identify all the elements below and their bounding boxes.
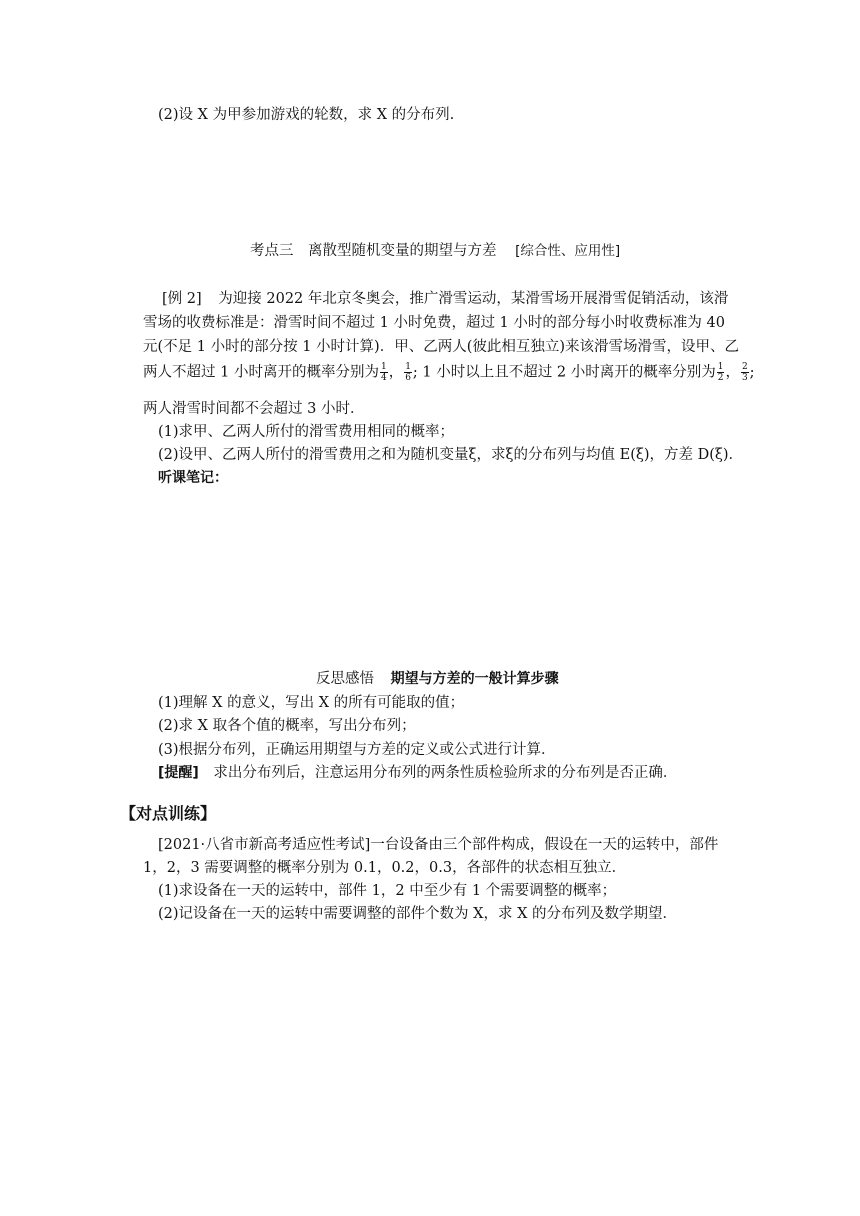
line-end: ; bbox=[749, 364, 755, 381]
section-title: 考点三 离散型随机变量的期望与方差 bbox=[250, 243, 497, 259]
practice-question-1: (1)求设备在一天的运转中，部件 1，2 中至少有 1 个需要调整的概率； bbox=[158, 883, 617, 899]
reflection-step-1: (1)理解 X 的意义，写出 X 的所有可能取的值； bbox=[158, 695, 465, 711]
frac-denominator: 6 bbox=[405, 373, 411, 383]
example-text-4a: 两人不超过 1 小时离开的概率分别为 bbox=[143, 364, 379, 381]
reminder-label: [提醒] bbox=[158, 765, 199, 781]
frac-numerator: 1 bbox=[717, 362, 724, 372]
example-question-1: (1)求甲、乙两人所付的滑雪费用相同的概率； bbox=[158, 424, 455, 440]
reflection-step-2: (2)求 X 取各个值的概率，写出分布列； bbox=[158, 718, 416, 734]
example-question-2: (2)设甲、乙两人所付的滑雪费用之和为随机变量ξ，求ξ的分布列与均值 E(ξ)，方差 D(ξ)． bbox=[158, 447, 744, 463]
notes-label: 听课笔记： bbox=[158, 470, 228, 486]
example-line-3: 元(不足 1 小时的部分按 1 小时计算)．甲、乙两人(彼此相互独立)来该滑雪场滑雪，设甲、乙 bbox=[143, 339, 740, 355]
separator-1: ， bbox=[388, 364, 404, 381]
frac-denominator: 3 bbox=[741, 373, 748, 383]
reflection-reminder bbox=[158, 763, 677, 783]
prev-question-2: (2)设 X 为甲参加游戏的轮数，求 X 的分布列. bbox=[158, 107, 455, 123]
section-tag: [综合性、应用性] bbox=[515, 243, 621, 259]
fraction-2-3 bbox=[741, 362, 749, 383]
reminder-text: 求出分布列后，注意运用分布列的两条性质检验所求的分布列是否正确． bbox=[213, 765, 678, 781]
fraction-1-4 bbox=[380, 362, 388, 383]
practice-source: [2021·八省市新高考适应性考试] bbox=[158, 837, 371, 853]
practice-question-2: (2)记设备在一天的运转中需要调整的部件个数为 X，求 X 的分布列及数学期望． bbox=[158, 906, 678, 922]
practice-line-1 bbox=[158, 835, 718, 855]
separator-2: ， bbox=[725, 364, 740, 381]
example-line-2: 雪场的收费标准是：滑雪时间不超过 1 小时免费，超过 1 小时的部分每小时收费标准为 40 bbox=[143, 315, 725, 331]
frac-numerator: 1 bbox=[380, 362, 387, 372]
frac-numerator: 1 bbox=[405, 362, 411, 372]
practice-text-1: 一台设备由三个部件构成，假设在一天的运转中，部件 bbox=[370, 837, 719, 853]
practice-heading: 【对点训练】 bbox=[120, 804, 217, 823]
example-line-1 bbox=[162, 289, 728, 309]
example-text-4b: ; 1 小时以上且不超过 2 小时离开的概率分别为 bbox=[412, 364, 716, 381]
practice-line-2: 1，2，3 需要调整的概率分别为 0.1，0.2，0.3，各部件的状态相互独立． bbox=[143, 860, 627, 876]
reflection-title-b: 期望与方差的一般计算步骤 bbox=[390, 671, 559, 687]
reflection-heading bbox=[316, 669, 559, 689]
example-label: [例 2] bbox=[162, 291, 202, 307]
frac-denominator: 4 bbox=[380, 373, 387, 383]
frac-denominator: 2 bbox=[717, 373, 724, 383]
example-text-1: 为迎接 2022 年北京冬奥会，推广滑雪运动，某滑雪场开展滑雪促销活动，该滑 bbox=[218, 291, 729, 307]
reflection-title-a: 反思感悟 bbox=[316, 671, 374, 687]
example-line-5: 两人滑雪时间都不会超过 3 小时． bbox=[143, 401, 365, 417]
fraction-1-2 bbox=[717, 362, 725, 383]
fraction-1-6 bbox=[404, 362, 412, 383]
reflection-step-3: (3)根据分布列，正确运用期望与方差的定义或公式进行计算． bbox=[158, 742, 556, 758]
frac-numerator: 2 bbox=[741, 362, 748, 372]
example-line-4 bbox=[143, 362, 755, 383]
section-heading bbox=[250, 241, 620, 261]
